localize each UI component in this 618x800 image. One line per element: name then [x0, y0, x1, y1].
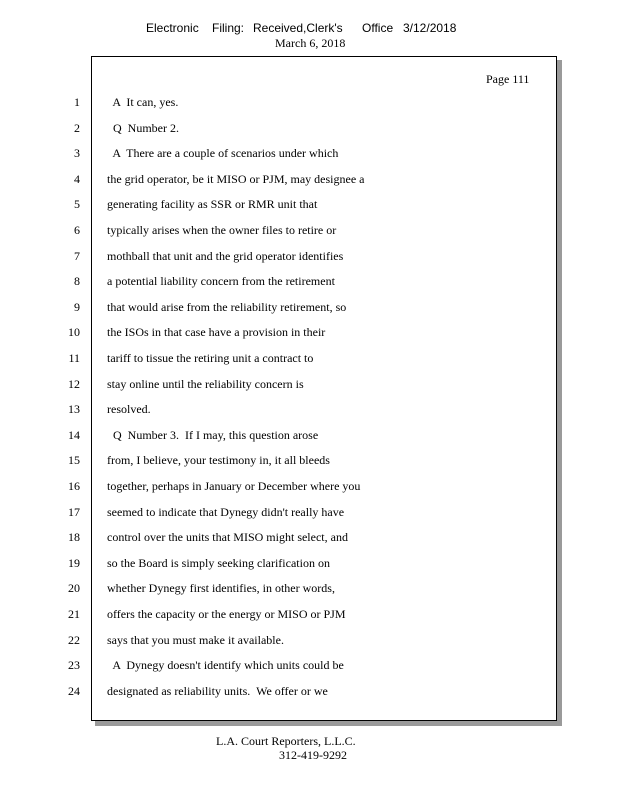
line-text: that would arise from the reliability retirement, so	[107, 300, 347, 314]
line-text: A There are a couple of scenarios under which	[107, 146, 339, 160]
line-number: 10	[68, 325, 80, 339]
filing-stamp-electronic: Electronic	[146, 21, 199, 35]
line-number: 12	[68, 377, 80, 391]
page-number: Page 111	[486, 72, 530, 86]
line-text: seemed to indicate that Dynegy didn't really have	[107, 505, 345, 519]
line-number: 16	[68, 479, 80, 493]
line-text: Q Number 2.	[107, 121, 179, 135]
line-text: tariff to tissue the retiring unit a contract to	[107, 351, 314, 365]
line-text: whether Dynegy first identifies, in other words,	[107, 581, 335, 595]
line-number: 24	[68, 684, 80, 698]
line-text: mothball that unit and the grid operator identifies	[107, 249, 344, 263]
line-number: 13	[68, 402, 80, 416]
line-text: control over the units that MISO might select, and	[107, 530, 348, 544]
line-number: 3	[74, 146, 80, 160]
line-number: 5	[74, 197, 80, 211]
line-number: 6	[74, 223, 80, 237]
line-text: says that you must make it available.	[107, 633, 284, 647]
line-text: designated as reliability units. We offer or we	[107, 684, 328, 698]
line-number: 9	[74, 300, 80, 314]
line-text: typically arises when the owner files to retire or	[107, 223, 337, 237]
line-text: a potential liability concern from the retirement	[107, 274, 335, 288]
line-number: 20	[68, 581, 80, 595]
line-text: so the Board is simply seeking clarification on	[107, 556, 330, 570]
line-number: 17	[68, 505, 80, 519]
line-text: A It can, yes.	[107, 95, 179, 109]
line-number: 23	[68, 658, 80, 672]
line-number: 21	[68, 607, 80, 621]
footer-company: L.A. Court Reporters, L.L.C.	[216, 734, 356, 748]
line-number: 4	[74, 172, 80, 186]
line-text: stay online until the reliability concern is	[107, 377, 304, 391]
line-text: together, perhaps in January or December where you	[107, 479, 361, 493]
document-date: March 6, 2018	[275, 36, 346, 50]
line-text: resolved.	[107, 402, 151, 416]
filing-stamp-filing: Filing:	[212, 21, 245, 35]
line-text: the ISOs in that case have a provision in their	[107, 325, 326, 339]
line-text: the grid operator, be it MISO or PJM, may designee a	[107, 172, 365, 186]
line-number: 18	[68, 530, 80, 544]
line-text: from, I believe, your testimony in, it all bleeds	[107, 453, 330, 467]
line-text: generating facility as SSR or RMR unit that	[107, 197, 318, 211]
line-number: 22	[68, 633, 80, 647]
line-text: Q Number 3. If I may, this question arose	[107, 428, 319, 442]
line-number: 7	[74, 249, 80, 263]
line-number: 2	[74, 121, 80, 135]
line-number: 14	[68, 428, 80, 442]
filing-stamp-office: Office	[362, 21, 394, 35]
line-number: 15	[68, 453, 80, 467]
line-number: 19	[68, 556, 80, 570]
filing-stamp-received: Received,Clerk's	[253, 21, 343, 35]
line-number: 8	[74, 274, 80, 288]
line-text: A Dynegy doesn't identify which units could be	[107, 658, 344, 672]
line-number: 11	[68, 351, 80, 365]
filing-stamp-date: 3/12/2018	[403, 21, 457, 35]
line-number: 1	[74, 95, 80, 109]
footer-phone: 312-419-9292	[279, 748, 347, 762]
line-text: offers the capacity or the energy or MISO or PJM	[107, 607, 346, 621]
